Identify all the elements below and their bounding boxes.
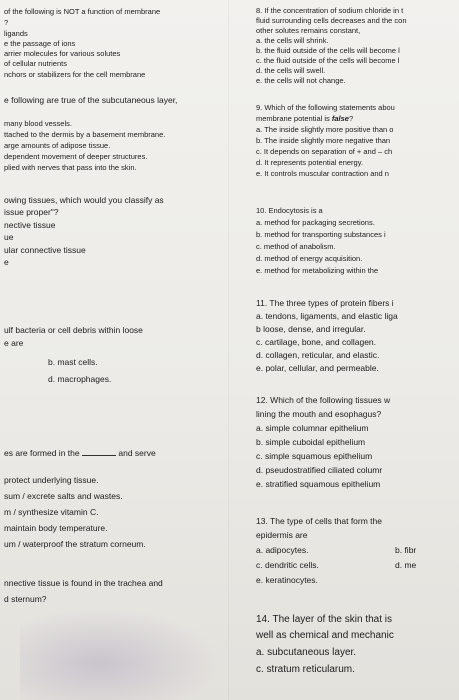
question-stem: owing tissues, which would you classify as	[4, 195, 164, 205]
question-stem: well as chemical and mechanic	[256, 630, 394, 641]
question-stem: e following are true of the subcutaneous layer,	[4, 95, 178, 105]
question-stem: fluid surrounding cells decreases and the con	[256, 16, 407, 25]
fill-in-blank	[82, 447, 116, 456]
answer-option: arge amounts of adipose tissue.	[4, 141, 111, 150]
question-stem: of the following is NOT a function of membrane	[4, 7, 161, 16]
question-stem: 14. The layer of the skin that is	[256, 614, 393, 625]
answer-option: d. method of energy acquisition.	[256, 254, 363, 263]
answer-option: e	[4, 257, 9, 267]
answer-option: c. method of anabolism.	[256, 242, 336, 251]
answer-option: e. keratinocytes.	[256, 575, 318, 585]
column-gutter	[228, 0, 229, 700]
question-stem: d sternum?	[4, 594, 47, 604]
ink-smudge	[20, 608, 220, 700]
answer-option: c. It depends on separation of + and – ch	[256, 147, 393, 156]
answer-option: b. simple cuboidal epithelium	[256, 437, 366, 447]
question-stem: 11. The three types of protein fibers i	[256, 298, 394, 308]
answer-option: d. macrophages.	[48, 374, 112, 384]
question-stem-part: and serve	[118, 448, 156, 458]
answer-option: c. stratum reticularum.	[256, 664, 355, 675]
question-stem: 12. Which of the following tissues w	[256, 395, 391, 405]
question-stem: 9. Which of the following statements abou	[256, 103, 395, 112]
answer-option: a. simple columnar epithelium	[256, 423, 369, 433]
answer-option: nective tissue	[4, 220, 56, 230]
answer-option: um / waterproof the stratum corneum.	[4, 539, 146, 549]
answer-option: b. method for transporting substances i	[256, 230, 386, 239]
answer-option: d. It represents potential energy.	[256, 158, 364, 167]
answer-option: b. The inside slightly more negative than	[256, 136, 391, 145]
answer-option: plied with nerves that pass into the skin.	[4, 163, 137, 172]
answer-option: e the passage of ions	[4, 39, 76, 48]
answer-option: ttached to the dermis by a basement membrane.	[4, 130, 166, 139]
question-stem: nnective tissue is found in the trachea and	[4, 578, 163, 588]
answer-option: d. the cells will swell.	[256, 66, 326, 75]
answer-option: d. pseudostratified ciliated columr	[256, 465, 383, 475]
answer-option: ular connective tissue	[4, 245, 86, 255]
answer-option: ligands	[4, 29, 28, 38]
question-stem-part: ?	[348, 114, 354, 123]
answer-option: protect underlying tissue.	[4, 475, 99, 485]
answer-option: a. tendons, ligaments, and elastic liga	[256, 311, 398, 321]
question-stem-part: es are formed in the	[4, 448, 80, 458]
answer-option: arrier molecules for various solutes	[4, 49, 121, 58]
question-stem: other solutes remains constant,	[256, 26, 361, 35]
question-stem: 8. If the concentration of sodium chloride in t	[256, 6, 404, 15]
question-stem	[256, 115, 353, 123]
answer-option: e. It controls muscular contraction and n	[256, 169, 389, 178]
question-stem	[4, 447, 156, 458]
answer-option: a. method for packaging secretions.	[256, 218, 375, 227]
question-stem: e are	[4, 338, 24, 348]
question-stem: lining the mouth and esophagus?	[256, 409, 382, 419]
answer-option: sum / excrete salts and wastes.	[4, 491, 123, 501]
question-stem: issue proper"?	[4, 207, 59, 217]
question-stem: ulf bacteria or cell debris within loose	[4, 325, 143, 335]
answer-option: c. dendritic cells.	[256, 560, 319, 570]
answer-option: m / synthesize vitamin C.	[4, 507, 99, 517]
question-stem: 13. The type of cells that form the	[256, 516, 382, 526]
answer-option: a. the cells will shrink.	[256, 36, 329, 45]
answer-option: c. simple squamous epithelium	[256, 451, 373, 461]
emphasis-word: false	[331, 114, 349, 123]
answer-option: d. collagen, reticular, and elastic.	[256, 350, 380, 360]
answer-option: a. subcutaneous layer.	[256, 647, 357, 658]
answer-option: a. The inside slightly more positive than o	[256, 125, 394, 134]
answer-option: b. the fluid outside of the cells will become l	[256, 46, 400, 55]
answer-option: e. method for metabolizing within the	[256, 266, 379, 275]
answer-option: b loose, dense, and irregular.	[256, 324, 366, 334]
answer-option: e. the cells will not change.	[256, 76, 346, 85]
question-stem-part: membrane potential is	[256, 114, 332, 123]
answer-option: many blood vessels.	[4, 119, 72, 128]
answer-option: maintain body temperature.	[4, 523, 108, 533]
answer-option: e. stratified squamous epithelium	[256, 479, 381, 489]
answer-option: b. mast cells.	[48, 357, 98, 367]
answer-option: e. polar, cellular, and permeable.	[256, 363, 379, 373]
answer-option: of cellular nutrients	[4, 59, 67, 68]
answer-option: dependent movement of deeper structures.	[4, 152, 148, 161]
answer-option: ue	[4, 232, 14, 242]
answer-option: a. adipocytes.	[256, 545, 309, 555]
question-stem: 10. Endocytosis is a	[256, 206, 323, 215]
answer-option: c. cartilage, bone, and collagen.	[256, 337, 377, 347]
question-stem: epidermis are	[256, 530, 308, 540]
answer-option: d. me	[395, 560, 417, 570]
answer-option: c. the fluid outside of the cells will become l	[256, 56, 400, 65]
answer-option: nchors or stabilizers for the cell membrane	[4, 70, 146, 79]
answer-option: b. fibr	[395, 545, 417, 555]
question-stem: ?	[4, 18, 9, 27]
